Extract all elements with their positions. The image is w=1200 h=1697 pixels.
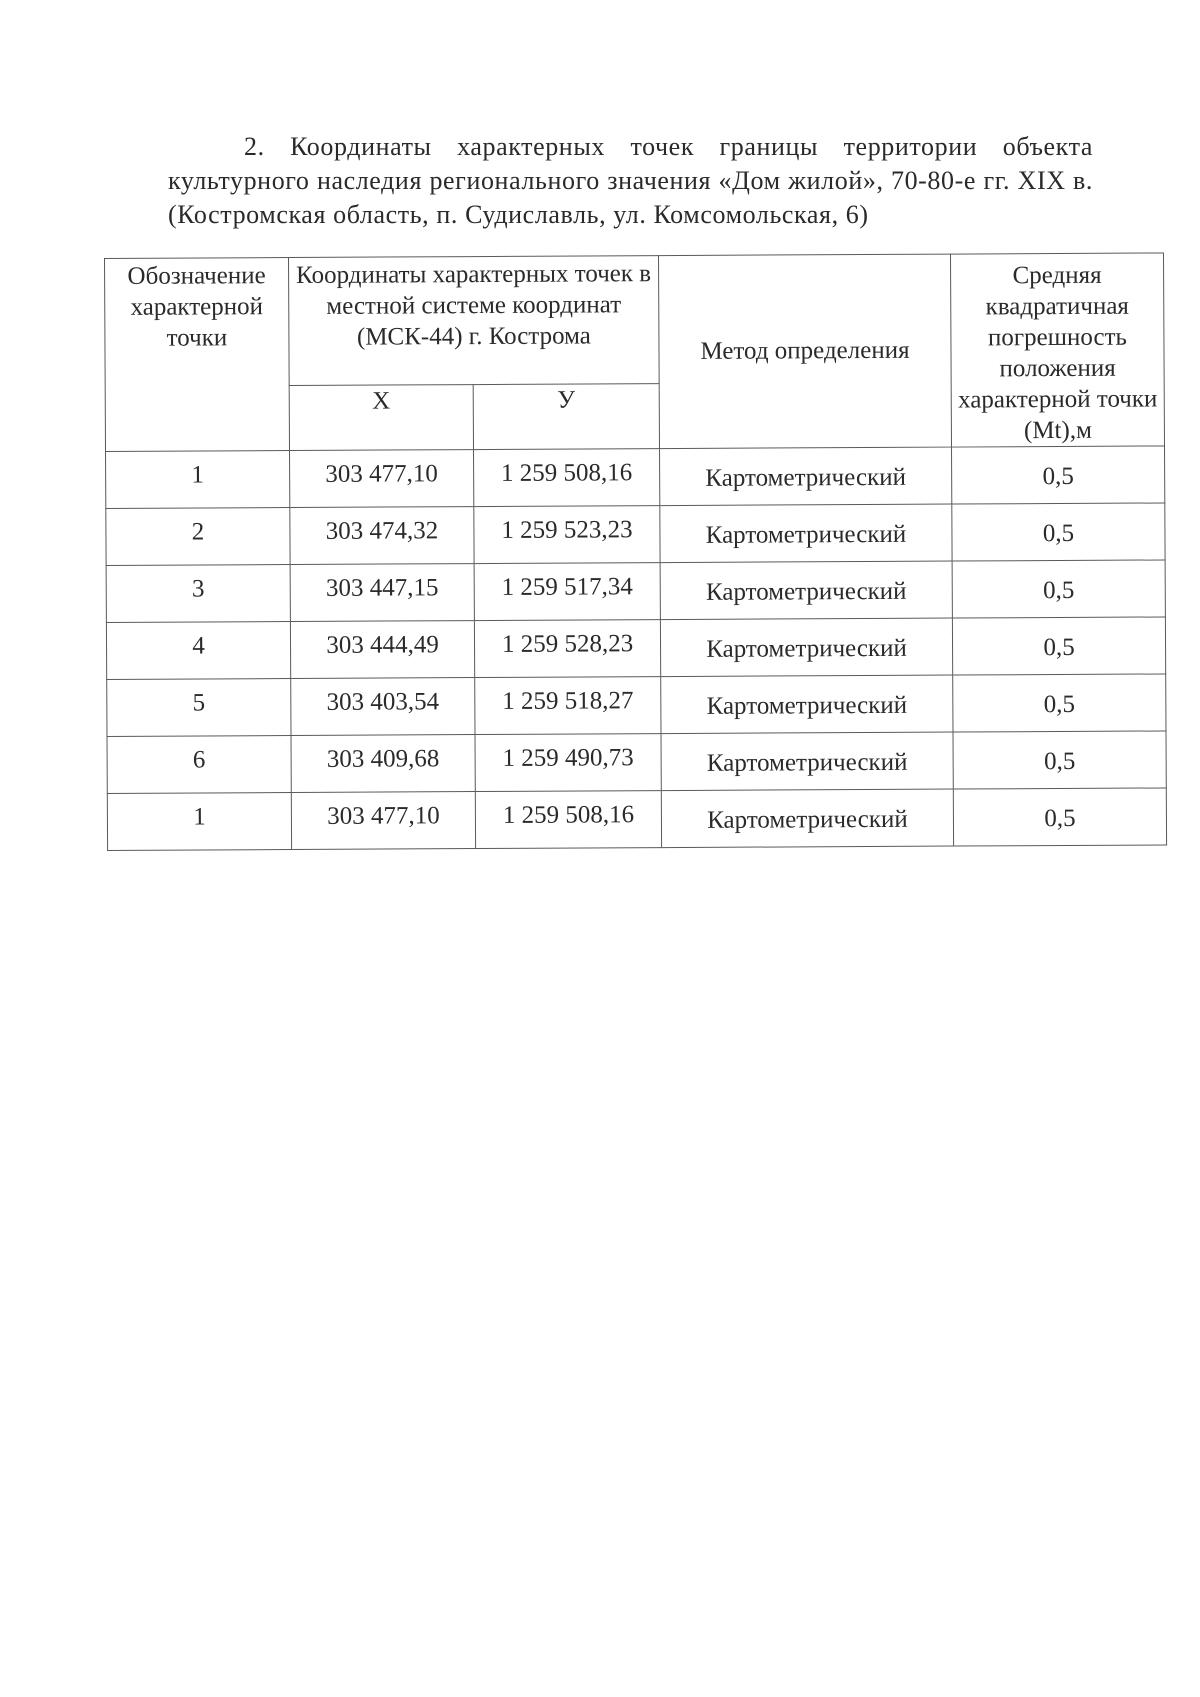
cell-error: 0,5 [953, 788, 1166, 846]
table-row [107, 731, 1166, 794]
cell-point: 5 [107, 679, 291, 737]
cell-error: 0,5 [952, 503, 1165, 561]
cell-y: 1 259 517,34 [474, 563, 660, 621]
cell-method: Картометрический [660, 447, 952, 506]
cell-method: Картометрический [660, 561, 952, 620]
cell-x: 303 477,10 [290, 450, 474, 508]
cell-point: 1 [106, 451, 290, 509]
table-row [106, 446, 1165, 509]
cell-error: 0,5 [953, 674, 1166, 732]
cell-method: Картометрический [661, 732, 953, 791]
cell-x: 303 444,49 [290, 621, 474, 679]
section-heading-text: 2. Координаты характерных точек границы территории объекта культурного наследия регионального значения «Дом жилой», 70-80-е гг. XIX в. (Костромская область, п. Судиславль, ул. Комсомольская, 6) [168, 132, 1093, 229]
cell-y: 1 259 518,27 [475, 677, 661, 735]
cell-method: Картометрический [660, 618, 952, 677]
header-coordinates: Координаты характерных точек в местной системе координат (МСК-44) г. Кострома [289, 256, 660, 385]
cell-x: 303 474,32 [290, 507, 474, 565]
header-error: Средняя квадратичная погрешность положения характерной точки (Mt),м [950, 253, 1164, 447]
cell-x: 303 447,15 [290, 564, 474, 622]
cell-x: 303 477,10 [291, 792, 475, 850]
cell-x: 303 403,54 [291, 678, 475, 736]
header-y: У [473, 383, 659, 449]
cell-error: 0,5 [952, 617, 1165, 675]
cell-y: 1 259 508,16 [474, 449, 660, 507]
cell-error: 0,5 [952, 560, 1165, 618]
cell-error: 0,5 [953, 731, 1166, 789]
cell-error: 0,5 [952, 446, 1165, 504]
cell-x: 303 409,68 [291, 735, 475, 793]
table-row [106, 560, 1165, 623]
cell-y: 1 259 490,73 [475, 734, 661, 792]
header-x: X [289, 384, 473, 450]
cell-method: Картометрический [661, 789, 953, 848]
header-point: Обозначение характерной точки [105, 258, 290, 452]
cell-point: 4 [106, 622, 290, 680]
cell-method: Картометрический [660, 504, 952, 563]
table-header-row [105, 253, 1165, 386]
cell-y: 1 259 523,23 [474, 506, 660, 564]
cell-y: 1 259 508,16 [475, 791, 661, 849]
coordinates-table [104, 252, 1167, 851]
table-row [107, 674, 1166, 737]
cell-y: 1 259 528,23 [474, 620, 660, 678]
cell-point: 2 [106, 508, 290, 566]
section-heading [168, 130, 1093, 232]
cell-point: 1 [107, 793, 291, 851]
table-row [106, 503, 1165, 566]
cell-point: 3 [106, 565, 290, 623]
table-row [107, 788, 1166, 851]
cell-point: 6 [107, 736, 291, 794]
header-method: Метод определения [658, 254, 951, 449]
table-row [106, 617, 1165, 680]
cell-method: Картометрический [661, 675, 953, 734]
